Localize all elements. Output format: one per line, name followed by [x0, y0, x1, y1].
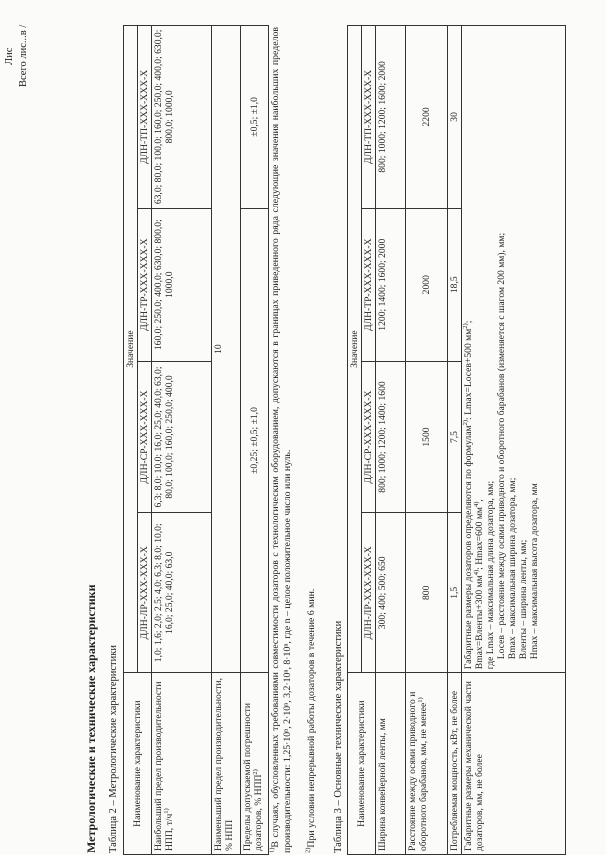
row-label: Наибольший предел производительности НПП, т/ч [153, 681, 175, 851]
technical-table [347, 25, 566, 855]
table3-cell: 1200; 1400; 1600; 2000 [376, 208, 406, 361]
table2-cell: ±0,25; ±0,5; ±1,0 [241, 208, 269, 672]
footnote-mark: 1) [268, 847, 276, 853]
footnote-ref: 1) [162, 808, 170, 814]
footnote-ref: 1) [416, 697, 424, 703]
table3-cell: 18,5 [448, 208, 462, 361]
table2-cell: 10 [212, 26, 241, 673]
table2-cell: 1,0; 1,6; 2,0; 2,5; 4,0; 6,3; 8,0; 10,0; 16,0; 25,0; 40,0; 63,0 [152, 513, 212, 673]
formula-where-bmax: Bmax – максимальная ширина дозатора, мм; [507, 477, 518, 660]
sheet-number-label: Лис [4, 47, 15, 65]
formula-line: Bmax=Bленты+300 $мм^{4)}$; Hmax=600 $мм^{4)}$, [472, 499, 485, 670]
table2-cell: 6,3; 8,0; 10,0; 16,0; 25,0; 40,0; 63,0; 80,0; 100,0; 160,0; 250,0; 400,0 [152, 361, 212, 513]
table3-row-power: Потребляемая мощность, кВт, не более [448, 673, 462, 855]
table3-name-header: Наименование характеристики [348, 673, 376, 855]
table2-row-error-limits [241, 673, 269, 855]
formula-where-hmax: Hmax – максимальная высота дозатора, мм [529, 483, 540, 660]
table3-cell: 2200 [406, 26, 448, 209]
table3-model-tp: ДЛН-ТП-XXX-XXX-X [362, 26, 376, 209]
formula-height: Hmax=600 мм [474, 507, 485, 565]
table3-row-drum-distance [406, 673, 448, 855]
formula-where-blenty: Bленты – ширина ленты, мм; [518, 539, 529, 660]
table3-cell: 1,5 [448, 513, 462, 673]
table2-name-header: Наименование характеристики [124, 673, 152, 855]
table2-model-tp: ДЛН-ТП-XXX-XXX-X [138, 26, 152, 209]
table3-value-header: Значение [348, 26, 362, 673]
formula-width: Bmax=Bленты+300 мм [474, 575, 485, 670]
table3-cell: 30 [448, 26, 462, 209]
table2-value-header: Значение [124, 26, 138, 673]
footnote-text: В случаях, обусловленных требованиями совместимости дозаторов с технологическим оборудованием, допускаются в границах приведенного ряда следующие значения наибольших пределов производительности: 1,25·10ⁿ, 2·10ⁿ, 3,2·10ⁿ, 8·10ⁿ, где n – целое положительное число или нуль. [270, 27, 293, 853]
row-label: Пределы допускаемой погрешности дозаторов, % НПП [242, 703, 264, 851]
table2-footnote-1 [270, 27, 294, 853]
table2-model-tr: ДЛН-ТР-XXX-XXX-X [138, 208, 152, 361]
formula-line: Габаритные размеры дозаторов определяются по формулам$^{2)}$: Lmax=Lосев+500 $мм^{2)}$; [461, 320, 474, 670]
section-heading: Метрологические и технические характеристики [84, 584, 98, 853]
table3-caption: Таблица 3 – Основные технические характеристики [333, 620, 344, 853]
formula-where-losev: Lосев – расстояние между осями приводного и оборотного барабанов (изменяется с шагом 200 мм), мм; [496, 232, 507, 660]
table2-row-min-capacity: Наименьший предел производительности, % НПП [212, 673, 241, 855]
formula-intro: Габаритные размеры дозаторов определяются по формулам [463, 425, 474, 670]
table2-model-lr: ДЛН-ЛР-XXX-XXX-X [138, 513, 152, 673]
table3-cell: 800; 1000; 1200; 1600; 2000 [376, 26, 406, 209]
table3-model-lr: ДЛН-ЛР-XXX-XXX-X [362, 513, 376, 673]
table3-model-tr: ДЛН-ТР-XXX-XXX-X [362, 208, 376, 361]
table3-cell: 300; 400; 500; 650 [376, 513, 406, 673]
table2-cell: 160,0; 250,0; 400,0; 630,0; 800,0; 1000,0 [152, 208, 212, 361]
table2-cell: ±0,5; ±1,0 [241, 26, 269, 209]
table3-cell: 7,5 [448, 361, 462, 513]
footnote-mark: 2) [304, 847, 312, 853]
footnote-ref: 2) [251, 769, 259, 775]
formula-where-lmax: где Lmax – максимальная длина дозатора, мм; [485, 480, 496, 670]
table2-footnote-2 [306, 27, 318, 853]
table3-model-sr: ДЛН-СР-XXX-XXX-X [362, 361, 376, 513]
table3-cell: 2000 [406, 208, 448, 361]
table2-row-max-capacity [152, 673, 212, 855]
table3-cell: 800; 1000; 1200; 1400; 1600 [376, 361, 406, 513]
table3-dimensions-formula-cell [462, 26, 566, 673]
sheet-total-label: Всего лис...в / [18, 24, 29, 87]
table2-caption: Таблица 2 – Метрологические характеристики [108, 645, 119, 853]
formula-length: Lmax=Lосев+500 мм [463, 328, 474, 415]
footnote-text: При условии непрерывной работы дозаторов в течение 6 мин. [306, 588, 317, 848]
metrological-table [123, 25, 269, 855]
table2-cell: 63,0; 80,0; 100,0; 160,0; 250,0; 400,0; 630,0; 800,0; 1000,0 [152, 26, 212, 209]
table2-model-sr: ДЛН-СР-XXX-XXX-X [138, 361, 152, 513]
table3-row-belt-width: Ширина конвейерной ленты, мм [376, 673, 406, 855]
row-label: Расстояние между осями приводного и оборотного барабанов, мм, не менее [407, 691, 429, 851]
table3-cell: 800 [406, 513, 448, 673]
table3-cell: 1500 [406, 361, 448, 513]
table3-row-dimensions: Габаритные размеры механической части дозаторов, мм, не более [462, 673, 566, 855]
